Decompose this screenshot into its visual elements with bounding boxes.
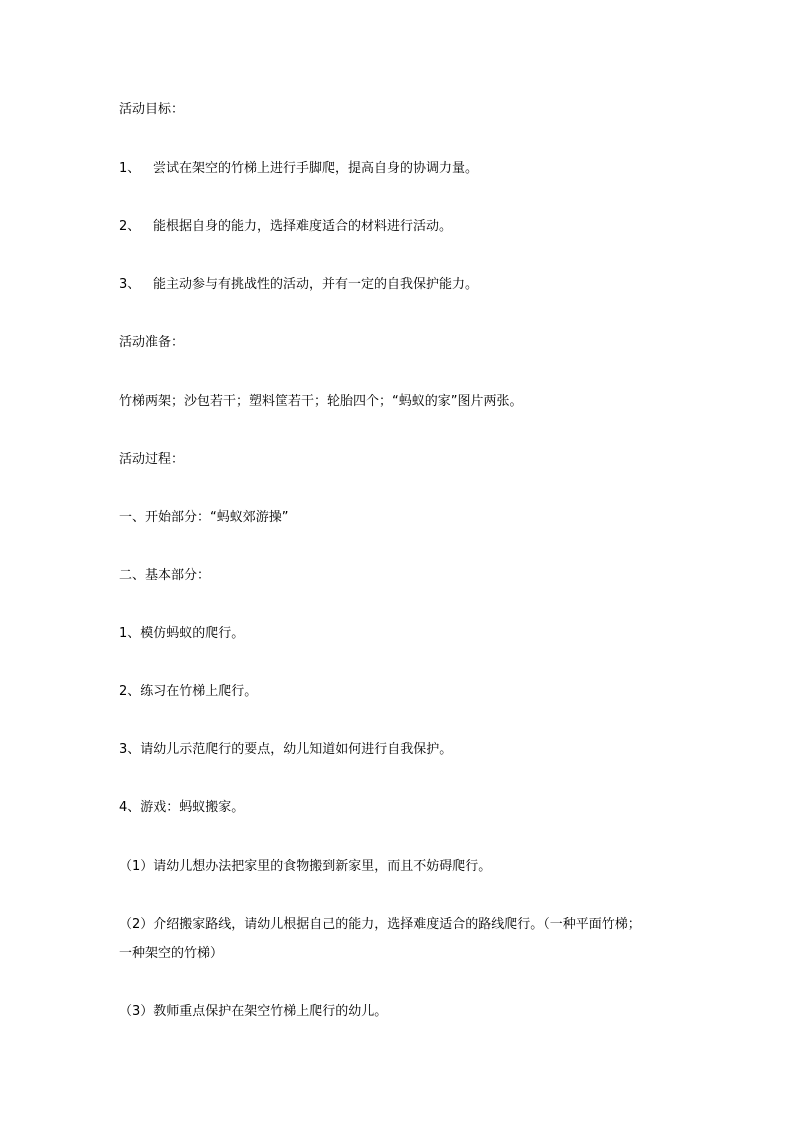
substep-item-2-line-2: 一种架空的竹梯） [119, 946, 224, 961]
substep-item-2-line-1: （2）介绍搬家路线，请幼儿根据自己的能力，选择难度适合的路线爬行。（一种平面竹梯； [119, 917, 641, 932]
prep-heading: 活动准备： [119, 335, 185, 350]
process-heading: 活动过程： [119, 452, 185, 467]
goal-number: 3、 [119, 277, 141, 292]
substep-item-1: （1）请幼儿想办法把家里的食物搬到新家里，而且不妨碍爬行。 [119, 859, 492, 874]
goal-number: 1、 [119, 161, 141, 176]
goal-text: 尝试在架空的竹梯上进行手脚爬，提高自身的协调力量。 [153, 161, 479, 176]
step-item-2: 2、练习在竹梯上爬行。 [119, 684, 258, 699]
goal-item-3 [119, 277, 478, 293]
goal-item-2 [119, 219, 452, 235]
goal-number: 2、 [119, 219, 141, 234]
goal-item-1 [119, 161, 478, 177]
step-item-1: 1、模仿蚂蚁的爬行。 [119, 626, 245, 641]
prep-text: 竹梯两架；沙包若干；塑料筐若干；轮胎四个；“蚂蚁的家”图片两张。 [119, 394, 523, 409]
goals-heading: 活动目标： [119, 102, 185, 117]
substep-item-3: （3）教师重点保护在架空竹梯上爬行的幼儿。 [119, 1004, 388, 1019]
step-item-3: 3、请幼儿示范爬行的要点，幼儿知道如何进行自我保护。 [119, 742, 453, 757]
goal-text: 能根据自身的能力，选择难度适合的材料进行活动。 [153, 219, 453, 234]
step-item-4: 4、游戏：蚂蚁搬家。 [119, 800, 245, 815]
part-one-heading: 一、开始部分：“蚂蚁郊游操” [119, 510, 289, 525]
part-two-heading: 二、基本部分： [119, 568, 211, 583]
goal-text: 能主动参与有挑战性的活动，并有一定的自我保护能力。 [153, 277, 479, 292]
